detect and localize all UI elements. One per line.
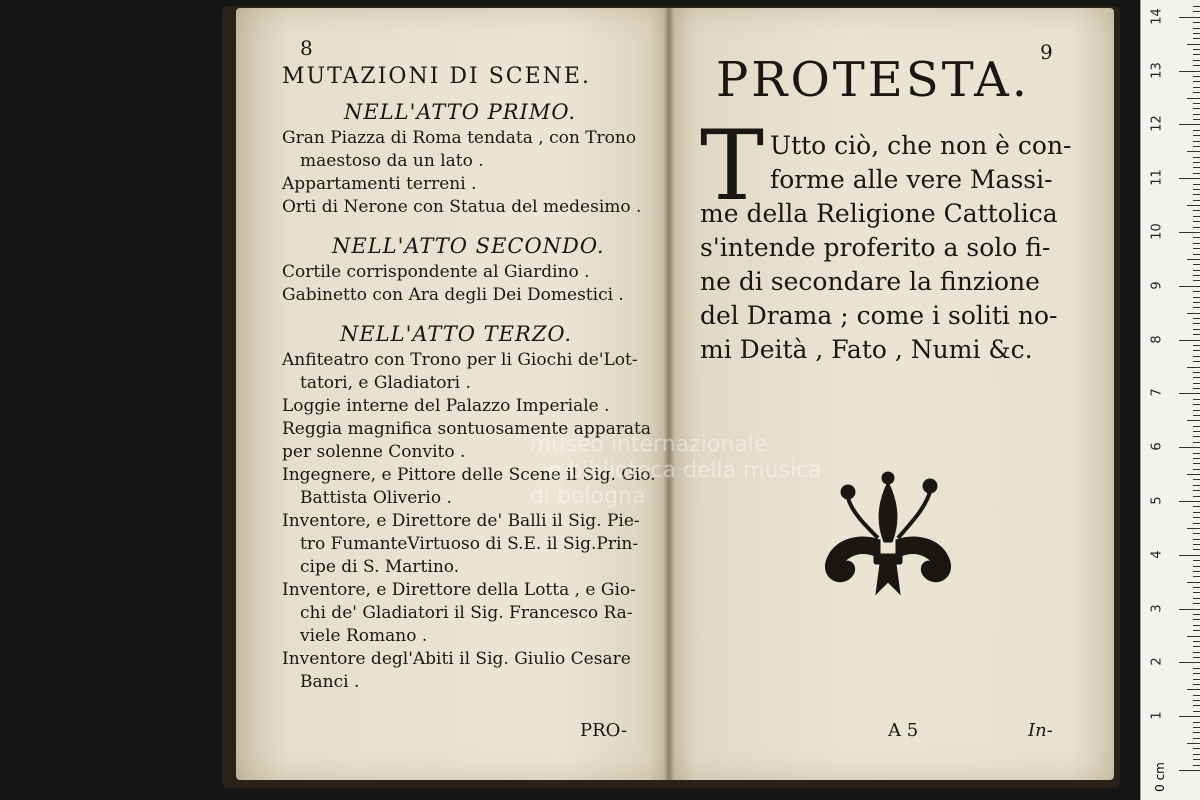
ruler-number: 10 xyxy=(1149,223,1165,240)
ruler-tick xyxy=(1193,431,1200,432)
ruler-tick xyxy=(1193,254,1200,255)
ruler-tick xyxy=(1193,458,1200,459)
act1-line: Orti di Nerone con Statua del medesimo . xyxy=(282,197,642,217)
ruler-tick xyxy=(1193,76,1200,77)
ruler-tick xyxy=(1193,496,1200,497)
right-catchword: In- xyxy=(1028,720,1053,741)
drop-cap: T xyxy=(700,110,765,222)
right-line: del Drama ; come i soliti no- xyxy=(700,301,1058,330)
ruler-tick xyxy=(1193,270,1200,271)
ruler-number: 5 xyxy=(1149,496,1165,505)
ruler-tick xyxy=(1193,210,1200,211)
ruler-tick xyxy=(1193,216,1200,217)
act1-title: NELL'ATTO PRIMO. xyxy=(344,100,577,124)
ruler-tick xyxy=(1193,619,1200,620)
ruler-tick xyxy=(1193,275,1200,276)
ruler-tick xyxy=(1179,555,1200,556)
ruler-tick xyxy=(1193,318,1200,319)
ruler-tick xyxy=(1187,205,1200,206)
right-line: me della Religione Cattolica xyxy=(700,199,1058,228)
ruler-tick xyxy=(1193,576,1200,577)
act2-title: NELL'ATTO SECONDO. xyxy=(332,234,605,258)
act3-line: Anfiteatro con Trono per li Giochi de'Lot- xyxy=(282,350,638,370)
ruler-tick xyxy=(1179,71,1200,72)
ruler-tick xyxy=(1187,743,1200,744)
act1-line: Appartamenti terreni . xyxy=(282,174,477,194)
ruler-tick xyxy=(1179,340,1200,341)
ruler-tick xyxy=(1187,474,1200,475)
ruler-tick xyxy=(1193,748,1200,749)
ruler-tick xyxy=(1193,533,1200,534)
ruler-tick xyxy=(1193,506,1200,507)
ruler-tick xyxy=(1193,512,1200,513)
ruler-tick xyxy=(1193,65,1200,66)
ruler-number: 14 xyxy=(1149,8,1165,25)
ruler-tick xyxy=(1179,393,1200,394)
left-page-number: 8 xyxy=(300,36,313,60)
ruler-tick xyxy=(1193,469,1200,470)
ruler-tick xyxy=(1193,485,1200,486)
ruler-tick xyxy=(1193,679,1200,680)
ruler-number: 12 xyxy=(1149,115,1165,133)
ruler-tick xyxy=(1179,17,1200,18)
ruler-tick xyxy=(1193,334,1200,335)
act3-line: per solenne Convito . xyxy=(282,442,466,462)
ruler-tick xyxy=(1193,141,1200,142)
ruler-tick xyxy=(1187,44,1200,45)
act3-line: Inventore degl'Abiti il Sig. Giulio Cesare xyxy=(282,649,631,669)
ruler-tick xyxy=(1193,6,1200,7)
ruler-tick xyxy=(1193,361,1200,362)
right-line: forme alle vere Massi- xyxy=(770,165,1053,194)
ruler-tick xyxy=(1193,237,1200,238)
ruler-tick xyxy=(1179,447,1200,448)
ruler-tick xyxy=(1193,280,1200,281)
act3-line: Battista Oliverio . xyxy=(300,488,452,508)
ruler-tick xyxy=(1193,539,1200,540)
ruler-number: 8 xyxy=(1149,334,1165,344)
ruler-tick xyxy=(1187,420,1200,421)
ruler-tick xyxy=(1193,291,1200,292)
ruler-tick xyxy=(1193,523,1200,524)
ruler-tick xyxy=(1179,124,1200,125)
ruler-tick xyxy=(1193,442,1200,443)
right-title: PROTESTA. xyxy=(716,52,1031,108)
ruler-number: 13 xyxy=(1149,61,1165,79)
ruler-tick xyxy=(1179,770,1200,771)
watermark-line-2: e biblioteca della musica xyxy=(548,458,822,483)
ruler-tick xyxy=(1193,652,1200,653)
ruler-tick xyxy=(1193,130,1200,131)
ruler-tick xyxy=(1179,501,1200,502)
ruler-tick xyxy=(1193,383,1200,384)
ruler-tick xyxy=(1193,33,1200,34)
ruler-tick xyxy=(1179,286,1200,287)
ruler-tick xyxy=(1193,108,1200,109)
ruler-tick xyxy=(1193,614,1200,615)
ruler-tick xyxy=(1187,528,1200,529)
ruler-number: 7 xyxy=(1149,388,1165,398)
act2-line: Gabinetto con Ara degli Dei Domestici . xyxy=(282,285,624,305)
ruler-tick xyxy=(1193,705,1200,706)
ruler-tick xyxy=(1193,587,1200,588)
signature-mark: A 5 xyxy=(888,720,919,741)
act2-line: Cortile corrispondente al Giardino . xyxy=(282,262,590,282)
watermark-line-1: museo internazionale xyxy=(530,432,768,457)
ruler-tick xyxy=(1193,194,1200,195)
fleuron-ornament xyxy=(818,462,958,602)
act3-title: NELL'ATTO TERZO. xyxy=(340,322,573,346)
ruler-number: 4 xyxy=(1149,550,1165,559)
ruler-tick xyxy=(1193,544,1200,545)
ruler-tick xyxy=(1193,22,1200,23)
ruler-tick xyxy=(1193,603,1200,604)
ruler-tick xyxy=(1193,453,1200,454)
ruler-tick xyxy=(1193,479,1200,480)
ruler-tick xyxy=(1193,162,1200,163)
act3-line: Banci . xyxy=(300,672,360,692)
ruler-tick xyxy=(1193,189,1200,190)
ruler-tick xyxy=(1193,87,1200,88)
ruler-tick xyxy=(1187,151,1200,152)
ruler-tick xyxy=(1193,28,1200,29)
ruler-tick xyxy=(1193,657,1200,658)
act1-line: maestoso da un lato . xyxy=(300,151,484,171)
ruler-tick xyxy=(1193,517,1200,518)
ruler-tick xyxy=(1193,146,1200,147)
ruler-tick xyxy=(1193,103,1200,104)
ruler-tick xyxy=(1193,549,1200,550)
ruler-number: 1 xyxy=(1149,711,1165,720)
ruler-tick xyxy=(1193,227,1200,228)
watermark-line-3: di bologna xyxy=(530,484,646,509)
ruler-tick xyxy=(1179,662,1200,663)
ruler-tick xyxy=(1187,259,1200,260)
act3-line: Inventore, e Direttore de' Balli il Sig. Pie- xyxy=(282,511,640,531)
ruler-tick xyxy=(1193,49,1200,50)
ruler-tick xyxy=(1193,119,1200,120)
ruler-tick xyxy=(1193,436,1200,437)
ruler-tick xyxy=(1193,221,1200,222)
act3-line: tro FumanteVirtuoso di S.E. il Sig.Prin- xyxy=(300,534,639,554)
ruler-tick xyxy=(1193,566,1200,567)
ruler-tick xyxy=(1193,329,1200,330)
ruler-tick xyxy=(1193,404,1200,405)
act3-line: viele Romano . xyxy=(300,626,428,646)
ruler-number: 6 xyxy=(1149,442,1165,451)
ruler-tick xyxy=(1193,184,1200,185)
act3-line: chi de' Gladiatori il Sig. Francesco Ra- xyxy=(300,603,633,623)
ruler-tick xyxy=(1193,356,1200,357)
ruler-tick xyxy=(1187,636,1200,637)
ruler-number: 11 xyxy=(1149,169,1165,186)
ruler-tick xyxy=(1193,38,1200,39)
ruler-tick xyxy=(1193,114,1200,115)
ruler-tick xyxy=(1193,60,1200,61)
act3-line: cipe di S. Martino. xyxy=(300,557,460,577)
ruler-tick xyxy=(1193,297,1200,298)
act3-line: Ingegnere, e Pittore delle Scene il Sig. Gio. xyxy=(282,465,656,485)
ruler-tick xyxy=(1193,630,1200,631)
ruler-tick xyxy=(1193,463,1200,464)
ruler-tick xyxy=(1193,490,1200,491)
ruler-number: 3 xyxy=(1149,603,1165,613)
ruler-tick xyxy=(1187,582,1200,583)
ruler-number: 9 xyxy=(1149,281,1165,290)
ruler-tick xyxy=(1193,560,1200,561)
right-line: mi Deità , Fato , Numi &c. xyxy=(700,335,1033,364)
ruler-tick xyxy=(1179,178,1200,179)
ruler-tick xyxy=(1193,200,1200,201)
ruler-tick xyxy=(1193,157,1200,158)
ruler-tick xyxy=(1193,323,1200,324)
ruler-tick xyxy=(1193,345,1200,346)
ruler-unit: 0 cm xyxy=(1152,762,1167,792)
ruler-tick xyxy=(1193,410,1200,411)
ruler-tick xyxy=(1193,754,1200,755)
ruler-tick xyxy=(1193,759,1200,760)
ruler-tick xyxy=(1193,765,1200,766)
ruler-tick xyxy=(1187,689,1200,690)
ruler-tick xyxy=(1193,377,1200,378)
ruler-tick xyxy=(1193,372,1200,373)
right-line: s'intende proferito a solo fi- xyxy=(700,233,1051,262)
act3-line: Loggie interne del Palazzo Imperiale . xyxy=(282,396,610,416)
ruler-tick xyxy=(1193,307,1200,308)
book-gutter xyxy=(664,8,674,780)
ruler-tick xyxy=(1193,243,1200,244)
left-catchword: PRO- xyxy=(580,720,628,741)
ruler-tick xyxy=(1193,700,1200,701)
ruler-tick xyxy=(1193,732,1200,733)
act3-line: Inventore, e Direttore della Lotta , e Gio- xyxy=(282,580,636,600)
act3-line: Reggia magnifica sontuosamente apparata xyxy=(282,419,651,439)
ruler-tick xyxy=(1193,248,1200,249)
ruler-tick xyxy=(1193,641,1200,642)
ruler-tick xyxy=(1193,668,1200,669)
measurement-ruler xyxy=(1140,0,1200,800)
ruler-tick xyxy=(1179,232,1200,233)
ruler-tick xyxy=(1193,625,1200,626)
right-page-number: 9 xyxy=(1040,40,1053,64)
ruler-tick xyxy=(1193,722,1200,723)
act1-line: Gran Piazza di Roma tendata , con Trono xyxy=(282,128,637,148)
right-line: Utto ciò, che non è con- xyxy=(770,131,1072,160)
ruler-tick xyxy=(1193,646,1200,647)
ruler-tick xyxy=(1193,135,1200,136)
ruler-tick xyxy=(1193,11,1200,12)
ruler-tick xyxy=(1187,313,1200,314)
ruler-tick xyxy=(1193,426,1200,427)
ruler-tick xyxy=(1193,695,1200,696)
ruler-tick xyxy=(1193,388,1200,389)
right-line: ne di secondare la finzione xyxy=(700,267,1040,296)
ruler-tick xyxy=(1193,673,1200,674)
ruler-tick xyxy=(1179,609,1200,610)
ruler-tick xyxy=(1193,167,1200,168)
ruler-tick xyxy=(1193,81,1200,82)
ruler-tick xyxy=(1193,54,1200,55)
ruler-number: 2 xyxy=(1149,657,1165,667)
ruler-tick xyxy=(1193,173,1200,174)
ruler-tick xyxy=(1193,598,1200,599)
ruler-tick xyxy=(1193,571,1200,572)
ruler-tick xyxy=(1179,716,1200,717)
ruler-tick xyxy=(1193,738,1200,739)
ruler-tick xyxy=(1187,367,1200,368)
ruler-tick xyxy=(1193,711,1200,712)
act3-line: tatori, e Gladiatori . xyxy=(300,373,471,393)
ruler-tick xyxy=(1193,264,1200,265)
ruler-tick xyxy=(1193,92,1200,93)
ruler-tick xyxy=(1193,350,1200,351)
ruler-tick xyxy=(1193,302,1200,303)
ruler-tick xyxy=(1193,727,1200,728)
ruler-tick xyxy=(1187,98,1200,99)
left-heading: MUTAZIONI DI SCENE. xyxy=(282,64,591,89)
ruler-tick xyxy=(1193,592,1200,593)
ruler-tick xyxy=(1193,415,1200,416)
ruler-tick xyxy=(1193,684,1200,685)
ruler-tick xyxy=(1193,399,1200,400)
